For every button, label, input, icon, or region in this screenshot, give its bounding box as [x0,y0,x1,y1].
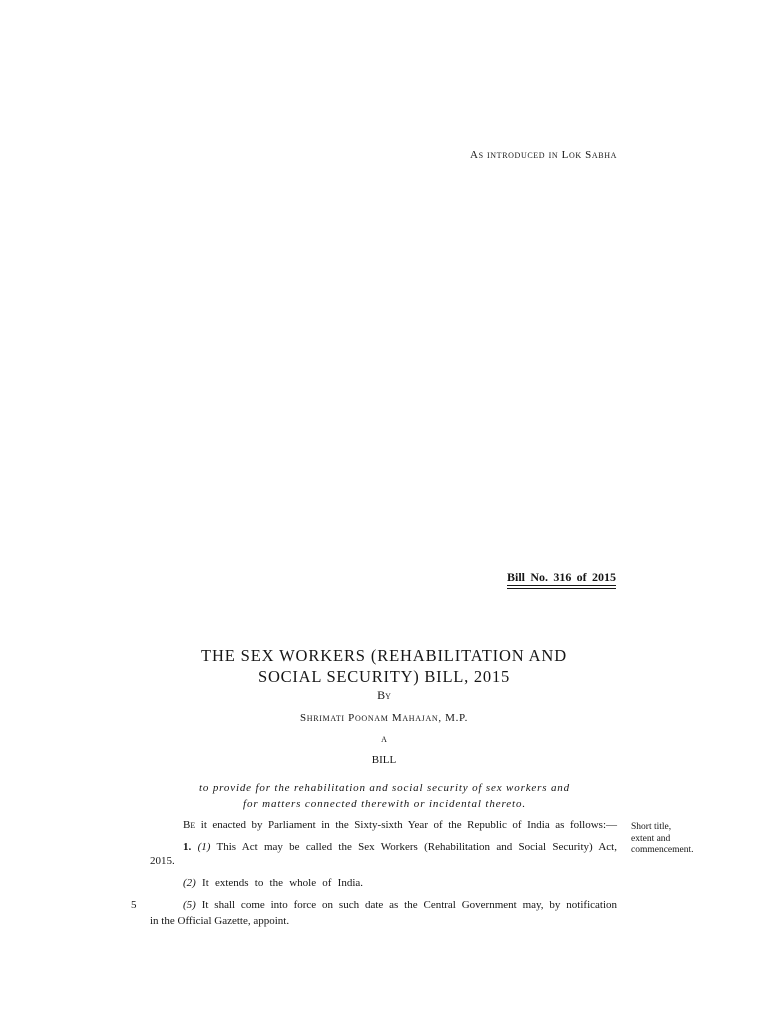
subsection-text: It extends to the whole of India. [202,877,364,889]
bill-number-text: Bill No. 316 of 2015 [507,570,616,584]
byline-by: By [377,688,391,702]
subsection-text: It shall come into force on such date as the Central Government may, by notification [201,899,617,911]
section-number: 1. [183,841,192,853]
bill-article: a [381,733,387,745]
margin-note-line: Short title, [631,822,672,832]
subsection-text-continued: 2015. [150,855,175,867]
introduction-note-text: As introduced in Lok Sabha [470,149,617,161]
subsection-text-continued: in the Official Gazette, appoint. [150,915,290,927]
bill-title-line [201,646,567,666]
subsection-line [183,898,617,912]
long-title-text: to provide for the rehabilitation and social security of sex workers and [199,782,570,794]
subsection-line [183,876,363,890]
member-name [300,711,468,725]
section-1-line-content [183,840,617,854]
bill-title-text: SOCIAL SECURITY) BILL, 2015 [258,667,510,686]
long-title-text: for matters connected therewith or incidental thereto. [243,798,526,810]
enacting-formula-content [183,818,617,832]
margin-note [631,822,711,857]
long-title-line [243,797,526,811]
bill-title-text: THE SEX WORKERS (REHABILITATION AND [201,646,567,665]
subsection-line-content [183,876,363,890]
bill-title-line [258,667,510,687]
margin-note-line: extent and [631,833,671,844]
subsection-label: (5) [183,899,196,911]
subsection-line-content [183,898,617,912]
member-name-text: Shrimati Poonam Mahajan, M.P. [300,712,468,724]
introduction-note [470,148,617,162]
line-number-marker: 5 [131,899,137,911]
subsection-label: (2) [183,877,196,889]
margin-note-line: commencement. [631,845,694,855]
enacting-formula [183,818,617,832]
enacting-formula-lead: Be [183,819,196,831]
bill-label: BILL [371,754,397,766]
bill-number [507,571,616,589]
enacting-formula-text: it enacted by Parliament in the Sixty-sixth Year of the Republic of India as follows:— [200,819,617,831]
section-1-line [183,840,617,854]
long-title-line [199,781,570,795]
subsection-label: (1) [197,841,211,853]
subsection-text: This Act may be called the Sex Workers (Rehabilitation and Social Security) Act, [216,841,617,853]
